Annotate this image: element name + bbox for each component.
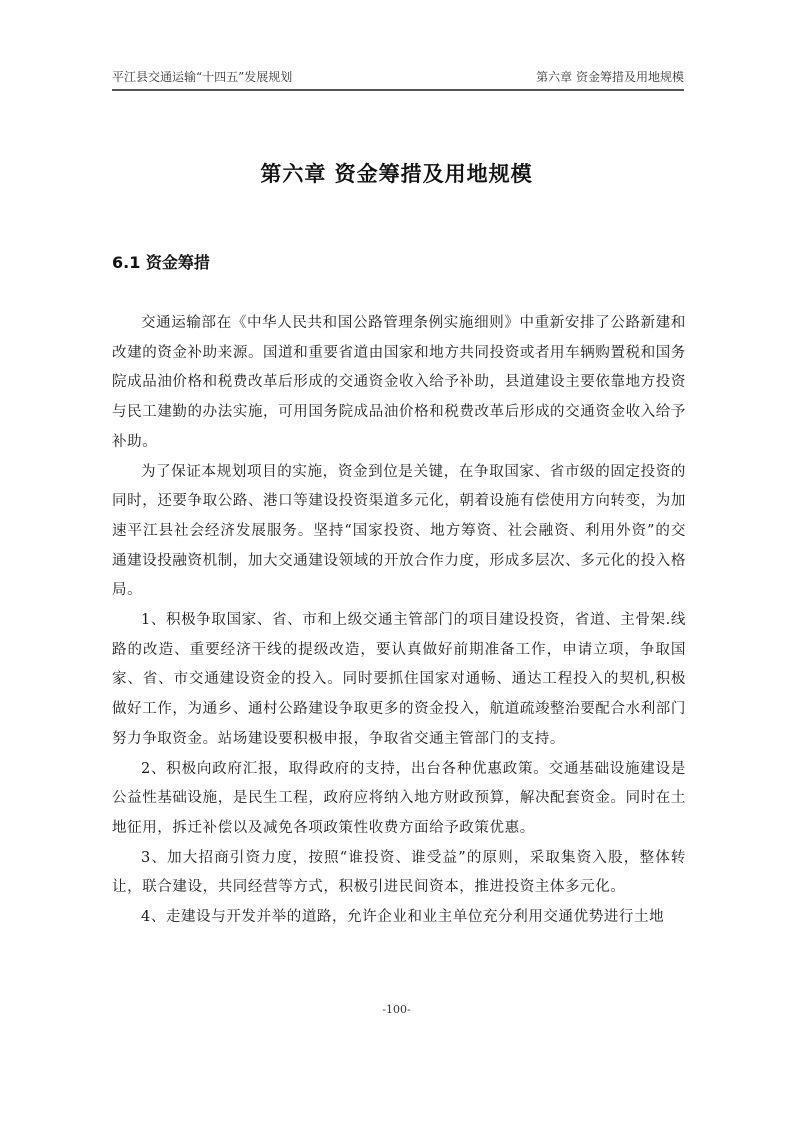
chapter-title: 第六章 资金筹措及用地规模 (260, 162, 533, 186)
paragraph: 1、积极争取国家、省、市和上级交通主管部门的项目建设投资，省道、主骨架.线路的改造、重要经济干线的提级改造，要认真做好前期准备工作，申请立项，争取国家、省、市交通建设资金的投入。同时要抓住国家对通畅、通达工程投入的契机,积极做好工作，为通乡、通村公路建设争取更多的资金投入，航道疏竣整治要配合水利部门努力争取资金。站场建设要积极申报，争取省交通主管部门的支持。 (112, 612, 686, 747)
header-chapter-title: 第六章 资金筹措及用地规模 (536, 70, 684, 84)
section-title: 6.1 资金筹措 (112, 253, 210, 272)
running-header (112, 64, 684, 86)
paragraph: 4、走建设与开发并举的道路，允许企业和业主单位充分利用交通优势进行土地 (141, 909, 665, 926)
paragraph: 2、积极向政府汇报，取得政府的支持，出台各种优惠政策。交通基础设施建设是公益性基础设施，是民生工程，政府应将纳入地方财政预算，解决配套资金。同时在土地征用，拆迁补偿以及减免各项政策性收费方面给予政策优惠。 (112, 760, 686, 836)
body-text (112, 309, 686, 933)
paragraph: 3、加大招商引资力度，按照“谁投资、谁受益”的原则，采取集资入股，整体转让，联合建设，共同经营等方式，积极引进民间资本，推进投资主体多元化。 (112, 849, 686, 896)
page-number: -100- (382, 1003, 411, 1016)
paragraph: 交通运输部在《中华人民共和国公路管理条例实施细则》中重新安排了公路新建和改建的资金补助来源。国道和重要省道由国家和地方共同投资或者用车辆购置税和国务院成品油价格和税费改革后形成的交通资金收入给予补助，县道建设主要依靠地方投资与民工建勤的办法实施，可用国务院成品油价格和税费改革后形成的交通资金收入给予补助。 (112, 315, 686, 450)
header-divider (112, 89, 684, 91)
header-document-title: 平江县交通运输“十四五”发展规划 (112, 70, 293, 84)
paragraph: 为了保证本规划项目的实施，资金到位是关键，在争取国家、省市级的固定投资的同时，还要争取公路、港口等建设投资渠道多元化，朝着设施有偿使用方向转变，为加速平江县社会经济发展服务。坚持“国家投资、地方筹资、社会融资、利用外资”的交通建设投融资机制，加大交通建设领域的开放合作力度，形成多层次、多元化的投入格局。 (112, 463, 686, 599)
